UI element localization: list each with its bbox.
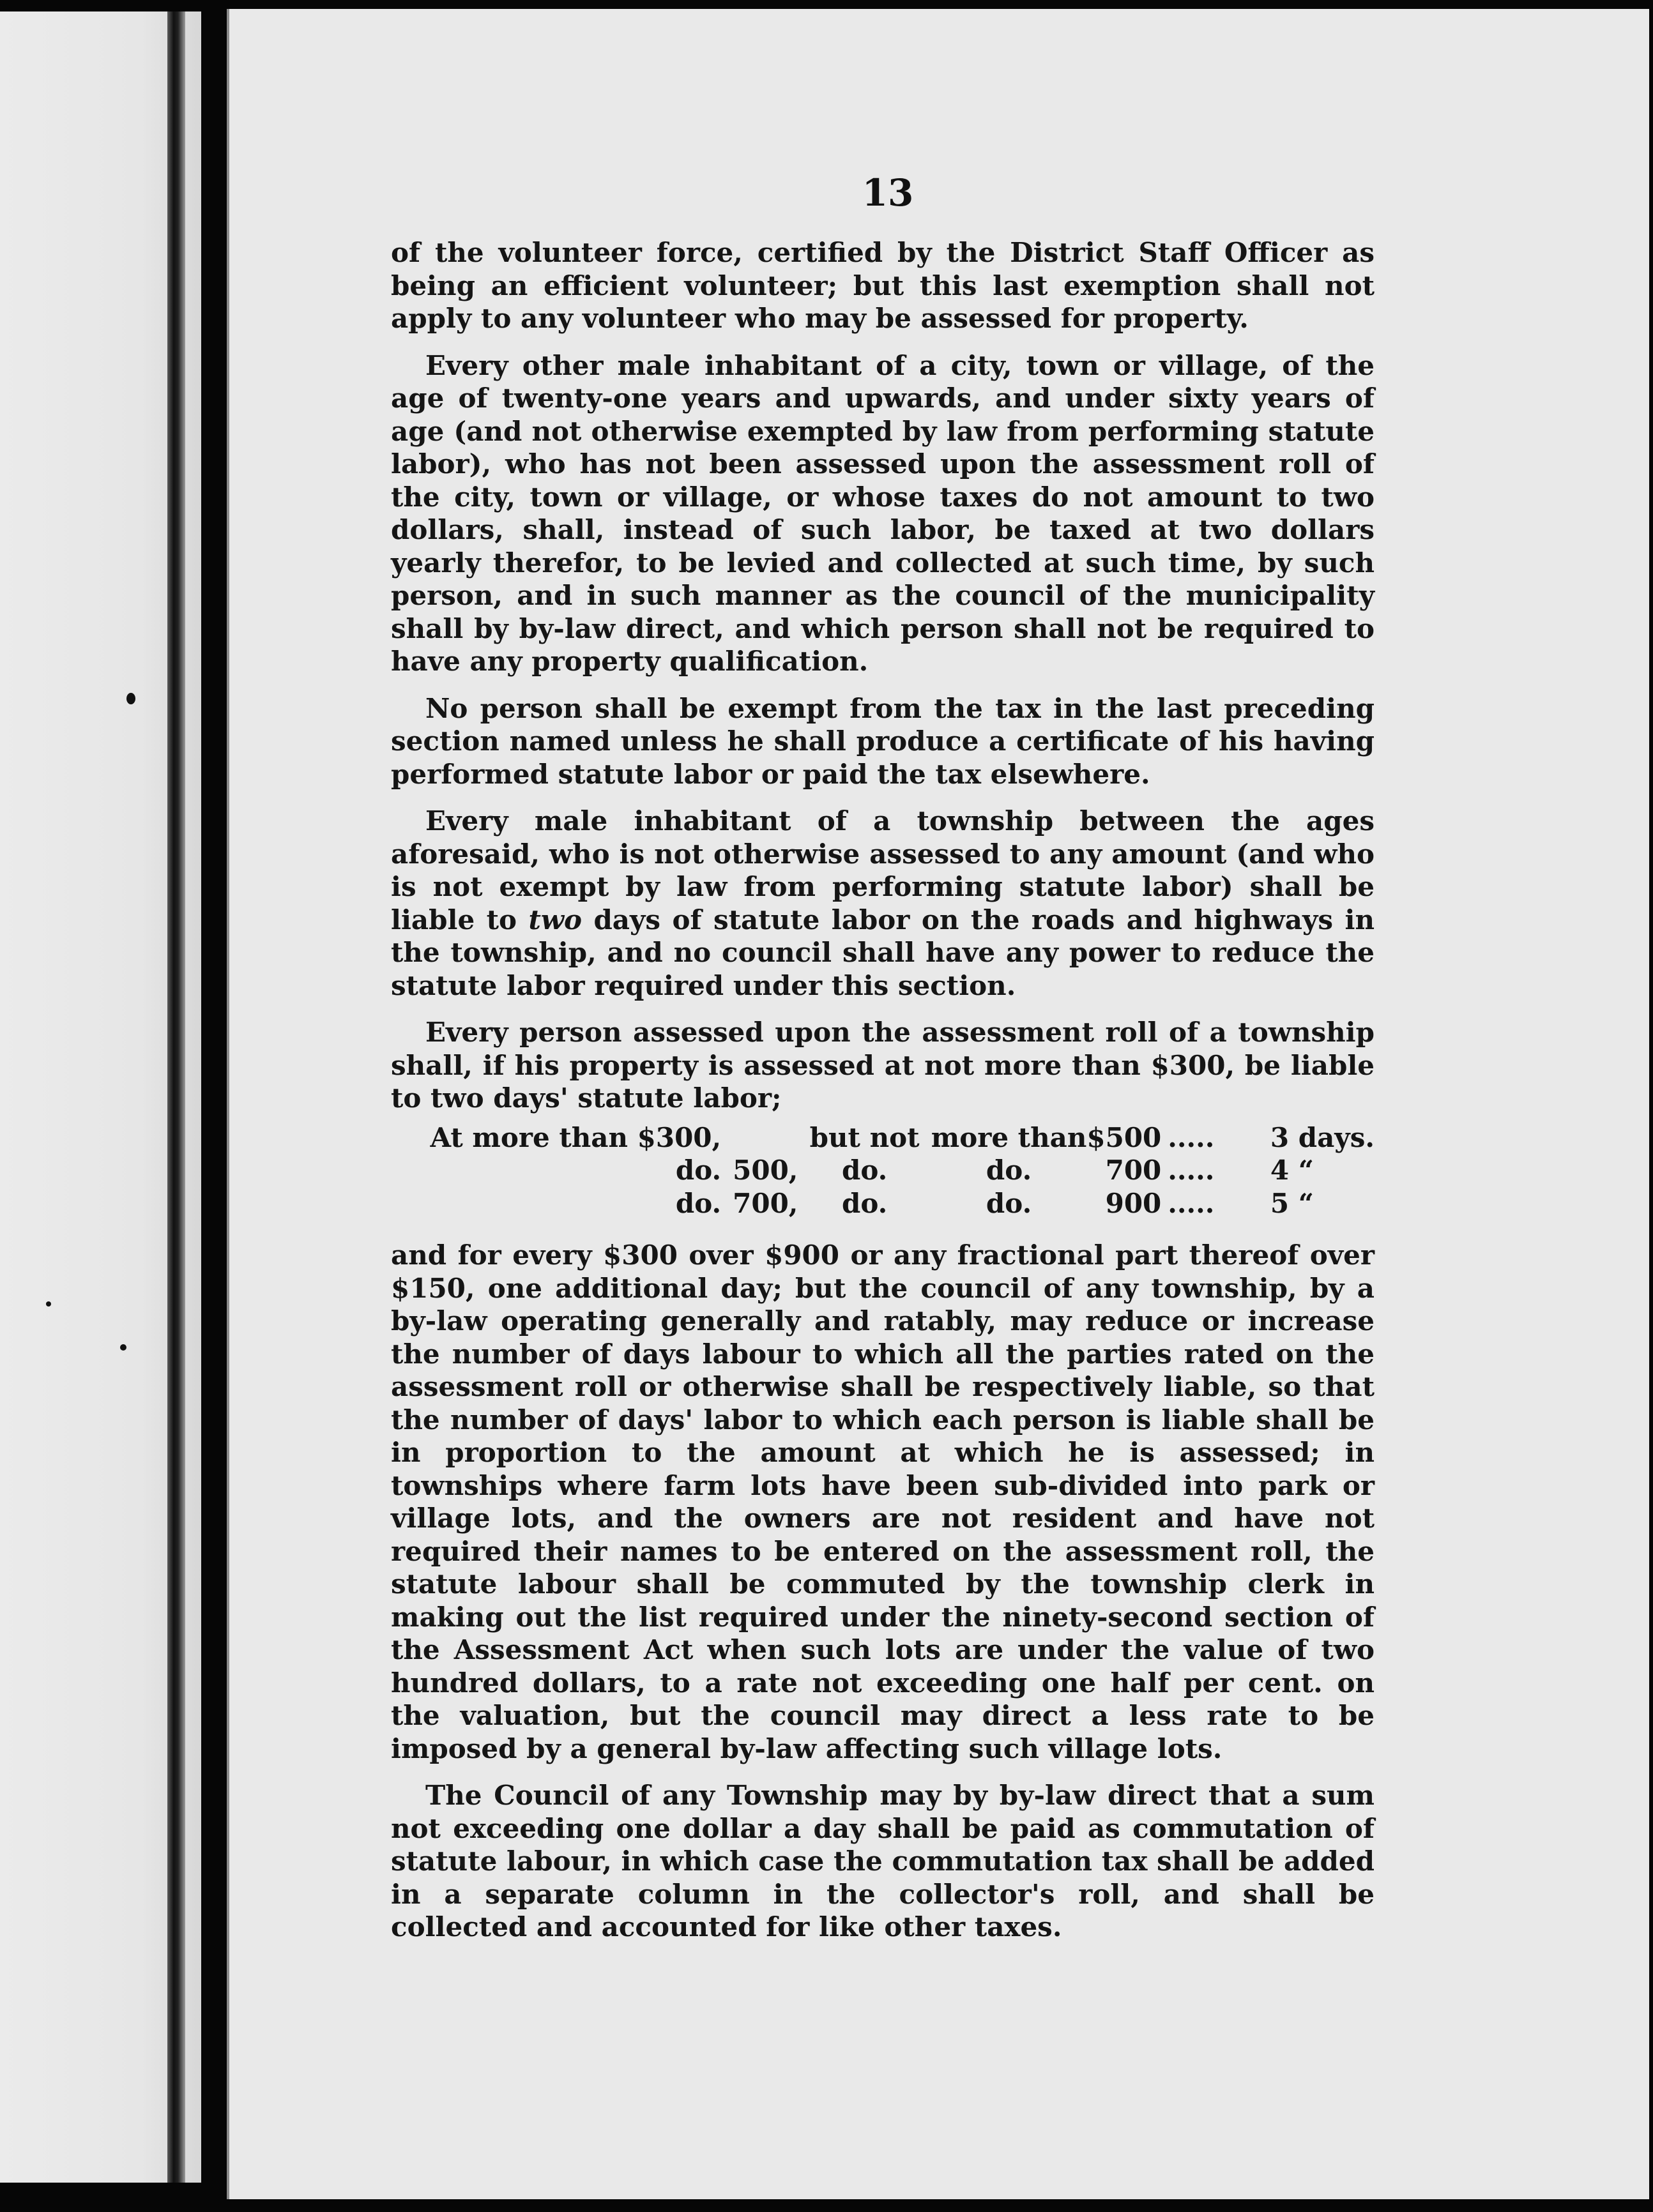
- paragraph-exemption-certificate: No person shall be exempt from the tax in the last preceding section named unless he shall produce a certificate of his having performed statute labor or paid the tax elsewhere.: [391, 692, 1375, 790]
- page-number: 13: [862, 171, 914, 215]
- binding-fold: [167, 11, 185, 2183]
- scale-days: 4 “: [1270, 1155, 1314, 1186]
- table-row: [391, 1121, 1375, 1155]
- ink-speck: [126, 693, 135, 704]
- scale-more: do.: [986, 1155, 1032, 1186]
- labor-scale-table: [391, 1121, 1375, 1220]
- scale-lead: do.: [675, 1155, 722, 1186]
- paragraph-assessed-persons: Every person assessed upon the assessment roll of a township shall, if his property is assessed at not more than $300, be liable to two days' statute labor;: [391, 1017, 1375, 1114]
- scale-dots: .....: [1168, 1121, 1215, 1153]
- scale-but: do.: [841, 1187, 888, 1219]
- scale-from: [733, 1121, 798, 1155]
- paragraph-additional-days: and for every $300 over $900 or any fractional part thereof over $150, one additional day; but the council of any township, by a by-law operating generally and ratably, may reduce or increase the number of days labour to which all the parties rated on the assessment roll or otherwise shall be respectively liable, so that the number of days' labor to which each person is liable shall be in proportion to the amount at which he is assessed; in townships where farm lots have been sub-divided into park or village lots, and the owners are not resident and have not required their names to be entered on the assessment roll, the statute labour shall be commuted by the township clerk in making out the list required under the ninety-second section of the Assessment Act when such lots are under the value of two hundred dollars, to a rate not exceeding one half per cent. on the valuation, but the council may direct a less rate to be imposed by a general by-law affecting such village lots.: [391, 1239, 1375, 1764]
- table-row: [391, 1154, 1375, 1187]
- scale-from: 700,: [733, 1187, 798, 1219]
- scale-more: more than: [931, 1121, 1087, 1153]
- document-body: [391, 236, 1375, 1958]
- scale-dots: .....: [1168, 1187, 1215, 1219]
- scale-lead: do.: [675, 1187, 722, 1219]
- scale-to: $500: [1086, 1121, 1162, 1153]
- scale-days: 3 days.: [1270, 1121, 1375, 1153]
- scale-more: do.: [986, 1187, 1032, 1219]
- ink-speck: [120, 1344, 126, 1351]
- scale-to: 900: [1105, 1187, 1162, 1219]
- paragraph-township-inhabitants: [391, 805, 1375, 1002]
- scale-lead: At more than $300,: [430, 1121, 722, 1153]
- paragraph-town-inhabitants: Every other male inhabitant of a city, town or village, of the age of twenty-one years and upwards, and under sixty years of age (and not otherwise exempted by law from performing statute labor), who has not been assessed upon the assessment roll of the city, town or village, or whose taxes do not amount to two dollars, shall, instead of such labor, be taxed at two dollars yearly therefor, to be levied and collected at such time, by such person, and in such manner as the council of the municipality shall by by-law direct, and which person shall not be required to have any property qualification.: [391, 349, 1375, 677]
- scale-but: but not: [809, 1121, 920, 1153]
- scale-but: do.: [841, 1155, 888, 1186]
- scale-to: 700: [1105, 1155, 1162, 1186]
- ink-speck: [46, 1301, 51, 1307]
- paragraph-commutation: The Council of any Township may by by-law direct that a sum not exceeding one dollar a day shall be paid as commutation of statute labour, in which case the commutation tax shall be added in a separate column in the collector's roll, and shall be collected and accounted for like other taxes.: [391, 1780, 1375, 1943]
- table-row: [391, 1187, 1375, 1220]
- scale-from: 500,: [733, 1155, 798, 1186]
- scale-days: 5 “: [1270, 1187, 1314, 1219]
- paragraph-township-before: Every male inhabitant of a township between the ages aforesaid, who is not otherwise assessed to any amount (and who is not exempt by law from performing statute labor) shall be liable to: [391, 805, 1375, 936]
- scale-dots: .....: [1168, 1155, 1215, 1186]
- paragraph-volunteer-exemption: of the volunteer force, certified by the District Staff Officer as being an efficient volunteer; but this last exemption shall not apply to any volunteer who may be assessed for property.: [391, 237, 1375, 334]
- emphasis-two: two: [528, 904, 583, 936]
- paragraph-township-after: days of statute labor on the roads and highways in the township, and no council shall have any power to reduce the statute labor required under this section.: [391, 904, 1375, 1001]
